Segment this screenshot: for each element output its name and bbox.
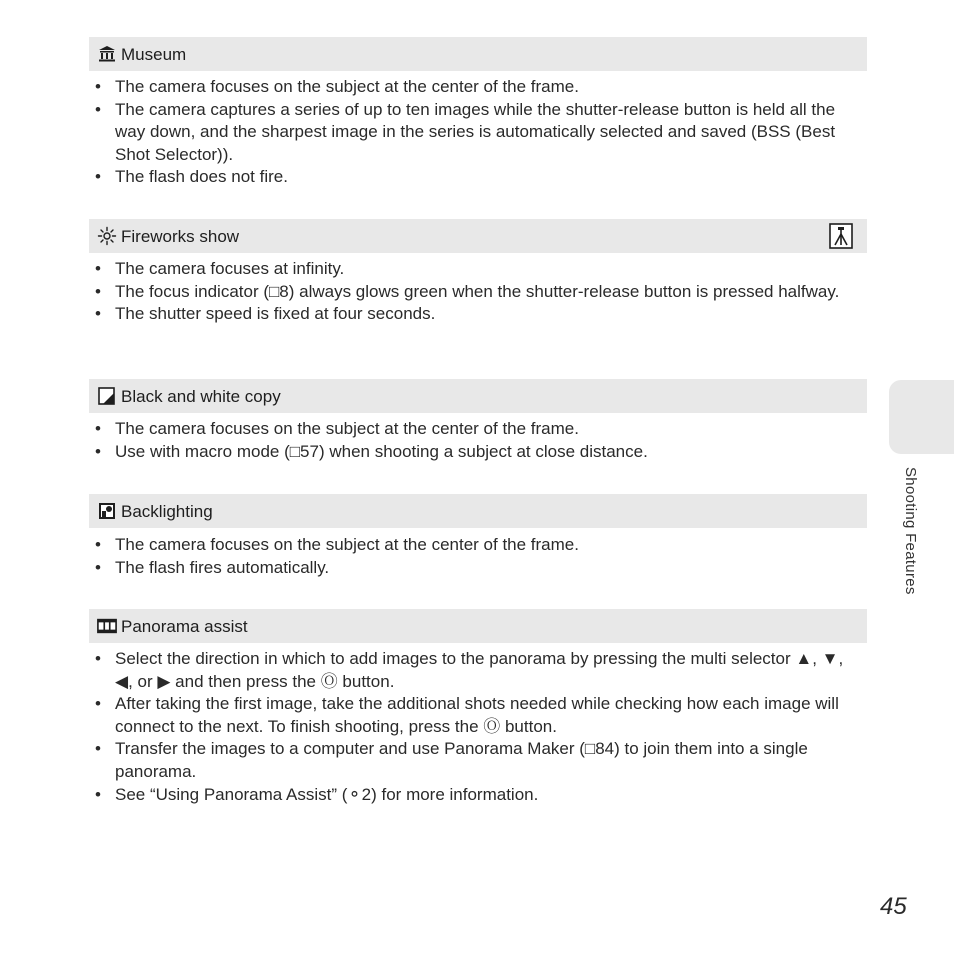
section-title: Black and white copy [121, 386, 281, 406]
section-header-panorama [89, 609, 867, 643]
section-title: Backlighting [121, 501, 213, 521]
list-item: • See “Using Panorama Assist” (⚬2) for more information. [89, 784, 859, 807]
list-item: • The shutter speed is fixed at four seconds. [89, 303, 859, 326]
section-header-museum [89, 37, 867, 71]
fireworks-icon [97, 226, 117, 246]
list-item: • The camera focuses on the subject at the center of the frame. [89, 76, 859, 99]
bullet-list-museum [89, 76, 859, 189]
list-item: • The camera focuses at infinity. [89, 258, 859, 281]
section-title: Fireworks show [121, 226, 240, 246]
chapter-tab [889, 380, 954, 454]
backlighting-icon [97, 501, 117, 521]
list-item: • The flash does not fire. [89, 166, 859, 189]
list-item: • After taking the first image, take the additional shots needed while checking how each image will connect to the next. To finish shooting, press the Ⓞ button. [89, 693, 859, 738]
page-number: 45 [880, 893, 907, 920]
section-header-backlighting [89, 494, 867, 528]
panorama-icon [97, 616, 117, 636]
list-item: • Transfer the images to a computer and use Panorama Maker (□84) to join them into a single panorama. [89, 738, 859, 783]
list-item: • The flash fires automatically. [89, 557, 859, 580]
list-item: • Use with macro mode (□57) when shooting a subject at close distance. [89, 441, 859, 464]
tripod-icon [829, 223, 853, 249]
museum-icon [97, 44, 117, 64]
section-header-bw-copy [89, 379, 867, 413]
chapter-label: Shooting Features [902, 467, 919, 595]
list-item: • The camera captures a series of up to ten images while the shutter-release button is held all the way down, and the sharpest image in the series is automatically selected and saved (BSS (Best Shot Selector)). [89, 99, 859, 167]
list-item: • The camera focuses on the subject at the center of the frame. [89, 534, 859, 557]
section-title: Panorama assist [121, 616, 248, 636]
copy-icon [97, 386, 117, 406]
list-item: • The camera focuses on the subject at the center of the frame. [89, 418, 859, 441]
bullet-list-bw-copy [89, 418, 859, 463]
section-title: Museum [121, 44, 187, 64]
section-header-fireworks [89, 219, 867, 253]
list-item: • Select the direction in which to add images to the panorama by pressing the multi selector ▲, ▼, ◀, or ▶ and then press the Ⓞ button. [89, 648, 859, 693]
bullet-list-backlighting [89, 534, 859, 579]
list-item: • The focus indicator (□8) always glows green when the shutter-release button is pressed halfway. [89, 281, 859, 304]
bullet-list-fireworks [89, 258, 859, 326]
bullet-list-panorama [89, 648, 859, 806]
